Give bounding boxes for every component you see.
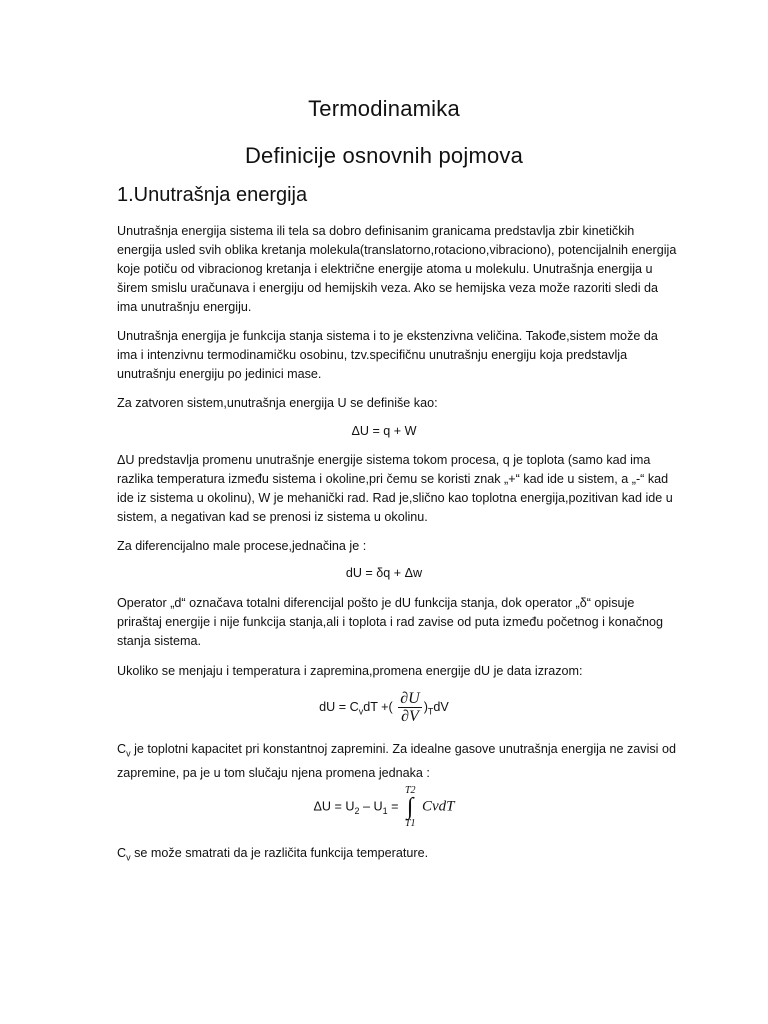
eq3-left: dU = C — [319, 699, 359, 714]
eq3-mid: dT +( — [363, 699, 393, 714]
paragraph-2: Unutrašnja energija je funkcija stanja sistema i to je ekstenzivna veličina. Takođe,sistem može da ima i intenzivnu termodinamičku osobinu, tzv.specifičnu unutrašnju energiju koja predstavlja unutrašnju energiju po jedinici mase. — [117, 329, 658, 381]
integrand: CvdT — [422, 798, 455, 815]
equation-first-law: ΔU = q + W — [351, 424, 417, 438]
paragraph-1: Unutrašnja energija sistema ili tela sa dobro definisanim granicama predstavlja zbir kinetičkih energija usled svih oblika kretanja molekula(translatorno,rotaciono,vibraciono), potencijalnih energija koje potiču od vibracionog kretanja i električne energije atoma u molekulu. Unutrašnja energija u širem smislu uračunava i energiju od hemijskih veza. Ako se hemijska veza može razoriti sledi da ima unutrašnju energiju. — [117, 224, 677, 314]
paragraph-9 — [117, 844, 677, 868]
paragraph-5: Za diferencijalno male procese,jednačina je : — [117, 539, 367, 553]
eq3-right: ) — [423, 699, 428, 714]
eq4-mid: – U — [359, 799, 383, 814]
eq4-sub-2: 2 — [354, 805, 360, 816]
eq3-end: dV — [433, 699, 449, 714]
eq4-left: ΔU = U — [313, 799, 355, 814]
integral-upper-limit: T2 — [404, 785, 416, 796]
section-heading: 1.Unutrašnja energija — [117, 184, 308, 206]
paragraph-8-text: je toplotni kapacitet pri konstantnoj zapremini. Za idealne gasove unutrašnja energija ne zavisi od zapremine, pa je u tom slučaju njena promena jednaka : — [117, 742, 676, 780]
cv-symbol: C — [117, 742, 127, 756]
eq3-subscript-v: v — [358, 706, 364, 717]
page-title: Termodinamika — [308, 96, 460, 121]
eq4-equals: = — [387, 799, 402, 814]
cv-subscript-2: v — [126, 852, 131, 863]
cv-symbol-2: C — [117, 846, 127, 860]
integral-symbol: ∫ — [406, 794, 414, 820]
paragraph-7: Ukoliko se menjaju i temperatura i zapremina,promena energije dU je data izrazom: — [117, 664, 583, 678]
equation-differential: dU = δq + Δw — [345, 566, 423, 580]
fraction-denominator: ∂V — [401, 708, 419, 725]
eq3-subscript-t: T — [427, 706, 434, 717]
paragraph-3: Za zatvoren sistem,unutrašnja energija U se definiše kao: — [117, 396, 438, 410]
paragraph-8 — [117, 740, 677, 783]
cv-subscript: v — [126, 748, 131, 759]
fraction-numerator: ∂U — [400, 690, 420, 707]
eq4-sub-1: 1 — [382, 805, 388, 816]
equation-du-total — [0, 690, 768, 725]
paragraph-4: ΔU predstavlja promenu unutrašnje energije sistema tokom procesa, q je toplota (samo kad ima razlika temperatura između sistema i okoline,pri čemu se koristi znak „+“ kad ide u sistem, a „-“ kad ide iz sistema u okolinu), W je mehanički rad. Rad je,slično kao toplotna energija,pozitivan kad ide u sistem, a negativan kad se prenosi iz sistema u okolinu. — [117, 453, 673, 524]
paragraph-9-text: se može smatrati da je različita funkcija temperature. — [130, 846, 429, 860]
paragraph-6: Operator „d“ označava totalni diferencijal pošto je dU funkcija stanja, dok operator „δ“ opisuje priraštaj energije i nije funkcija stanja,ali i toplota i rad zavise od puta između početnog i konačnog stanja sistema. — [117, 596, 664, 648]
partial-derivative-fraction — [398, 690, 421, 725]
integral-lower-limit: T1 — [404, 818, 416, 829]
page-subtitle: Definicije osnovnih pojmova — [244, 143, 524, 168]
integral-sign — [405, 785, 416, 829]
equation-integral — [0, 785, 768, 829]
